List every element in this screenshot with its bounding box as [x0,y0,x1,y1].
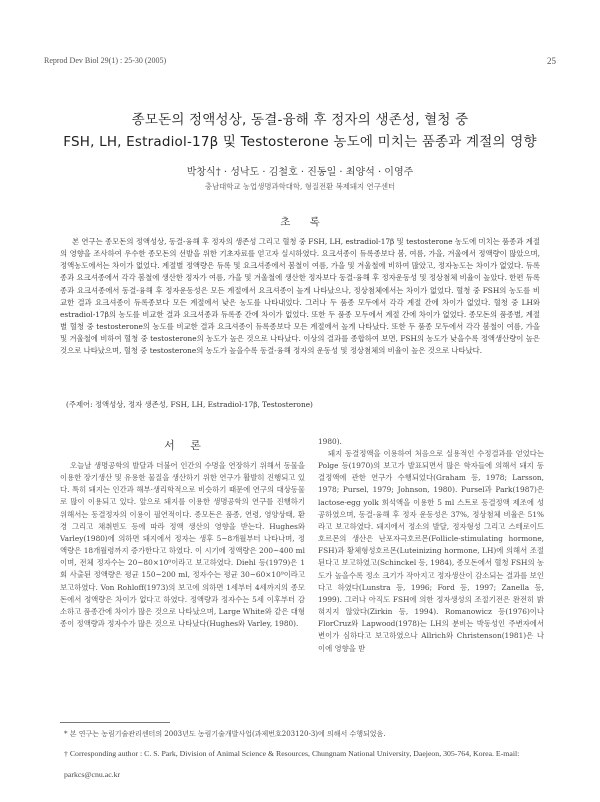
keywords: (주제어: 정액성상, 정자 생존성, FSH, LH, Estradiol-17β, Testosterone) [66,400,313,409]
page-number: 25 [547,56,556,66]
author-email: parkcs@cnu.ac.kr [64,770,121,779]
affiliation: 충남대학교 농업생명과학대학, 형질전환 복제돼지 연구센터 [204,182,396,191]
abstract-body: 본 연구는 종모돈의 정액성상, 동결-융해 후 정자의 생존성 그리고 혈청 중 FSH, LH, estradiol-17β 및 testosterone 농도에 미치는 품종과 계절의 영향을 조사하여 우수한 종모돈의 선발을 위한 기초자료를 얻고자 실시하였다. 요크셔종이 듀록종보다 봄, 여름, 가을, 겨울에서 정액량이 많았으며, 정액농도에서는 차이가 없었다. 계절별 정액량은 듀록 및 요크셔종에서 봄철이 여름, 가을 및 겨울철에 비하여 많았고, 정자농도는 차이가 없었다. 듀록종과 요크셔종에서 각각 봄철에 생산한 정자가 여름, 가을 및 겨울철에 생산한 정자보다 동결-융해 후 정자운동성 및 정상첨체 비율이 높았다. 한편 듀록종과 요크셔종에서 동결-융해 후 정자운동성은 모든 계절에서 요크셔종이 높게 나타났으나, 정상첨체에서는 차이가 없었다. 혈청 중 FSH의 농도를 비교한 결과 요크셔종이 듀록종보다 모든 계절에서 낮은 농도를 나타내었다. 그러나 두 품종 모두에서 각각 계절 간에 차이가 없었다. 혈청 중 LH와 estradiol-17β의 농도를 비교한 결과 요크셔종과 듀록종 간에 차이가 없었다. 또한 두 품종 모두에서 계절 간에 차이가 없었다. 종모돈의 품종별, 계절별 혈청 중 testosterone의 농도를 비교한 결과 요크셔종이 듀록종보다 모든 계절에서 높게 나타났다. 또한 두 품종 모두에서 각각 봄철이 여름, 가을 및 겨울철에 비하여 혈청 중 testosterone의 농도가 높은 것으로 나타났다. 이상의 결과를 종합하여 보면, FSH의 농도가 낮을수록 정액생산량이 높은 것으로 나타났으며, 혈청 중 testosterone의 농도가 높을수록 동결-융해 정자의 운동성 및 정상첨체의 비율이 높은 것으로 나타났다. [60,237,540,356]
journal-citation: Reprod Dev Biol 29(1) : 25-30 (2005) [44,56,167,65]
funding-footnote: * 본 연구는 농림기술관리센터의 2003년도 농림기술개발사업(과제번호203120-3)에 의해서 수행되었음. [64,730,386,738]
running-head [44,56,556,70]
corresponding-author-footnote: † Corresponding author : C. S. Park, Division of Animal Science & Resources, Chungnam National University, Daejeon, 305-764, Korea. E-mail: [64,749,520,758]
footnote-divider [60,722,170,723]
title-line-1: 종모돈의 정액성상, 동결-융해 후 정자의 생존성, 혈청 중 [131,112,469,128]
abstract-heading: 초 록 [280,216,328,228]
introduction-right-column-top: 1980). [318,437,342,446]
introduction-right-column: 돼지 동결정액을 이용하여 처음으로 실용적인 수정결과를 얻었다는 Polge 등(1970)의 보고가 발표되면서 많은 학자들에 의해서 돼지 동결정액에 관한 연구가 수행되었다(Graham 등, 1978; Larsson, 1978; Pursel, 1979; Johnson, 1980). Pursel과 Park(1987)은 lactose-egg yolk 희석액을 이용한 5 ml 스트로 동결정액 제조에 성공하였으며, 동결-융해 후 정자 운동성은 37%, 정상첨체 비율은 51%라고 보고하였다. 돼지에서 정소의 발달, 정자형성 그리고 스테로이드 호르몬의 생산은 난포자극호르몬(Follicle-stimulating hormone, FSH)과 황체형성호르몬(Luteinizing hormone, LH)에 의해서 조절된다고 보고하였고(Schinckel 등, 1984), 종모돈에서 혈청 FSH의 농도가 높을수록 정소 크기가 작아지고 정자생산이 감소되는 결과를 보인다고 하였다(Lunstra 등, 1996; Ford 등, 1997; Zanella 등, 1999). 그러나 아직도 FSH에 의한 정자생성의 조절기전은 완전히 밝혀지지 않았다(Zirkin 등, 1994). Romanowicz 등(1976)이나 FlorCruz와 Lapwood(1978)는 LH의 분비는 박동성인 주변자에서 변이가 심하다고 보고하였으나 Allrich와 Christenson(1981)은 나이에 영향을 받 [318,449,544,653]
title-line-2: FSH, LH, Estradiol-17β 및 Testosterone 농도에 미치는 품종과 계절의 영향 [63,134,537,150]
author-list: 박창식† · 성낙도 · 김철호 · 진동일 · 최양석 · 이영주 [186,167,414,178]
introduction-heading: 서 론 [164,439,207,452]
introduction-left-column: 오늘날 생명공학의 발달과 더불어 인간의 수명을 연장하기 위해서 동물을 이용한 장기생산 및 유용한 물질을 생산하기 위한 연구가 활발히 진행되고 있다. 특히 돼지는 인간과 해부·생리학적으로 비슷하기 때문에 연구의 대상동물로 많이 이용되고 있다. 앞으로 돼지를 이용한 생명공학의 연구를 진행하기 위해서는 동결정자의 이용이 필연적이다. 종모돈은 품종, 연령, 영양상태, 환경 그리고 채취빈도 등에 따라 정액 생산의 영향을 받는다. Hughes와 Varley(1980)에 의하면 돼지에서 정자는 생후 5~8개월부터 나타나며, 정액량은 18개월령까지 증가한다고 하였다. 이 시기에 정액량은 200~400 ml이며, 전체 정자수는 20~80×10⁹이라고 보고하였다. Diehl 등(1979)은 1회 사출된 정액량은 평균 150~200 ml, 정자수는 평균 30~60×10⁹이라고 보고하였다. Von Rohloff(1973)의 보고에 의하면 1세부터 4세까지의 종모돈에서 정액량은 차이가 없다고 하였다. 정액량과 정자수는 5세 이후부터 감소하고 품종간에 차이가 많은 것으로 나타났으며, Large White와 같은 대형종이 정액량과 정자수가 많은 것으로 나타났다(Hughes와 Varley, 1980). [60,461,305,629]
